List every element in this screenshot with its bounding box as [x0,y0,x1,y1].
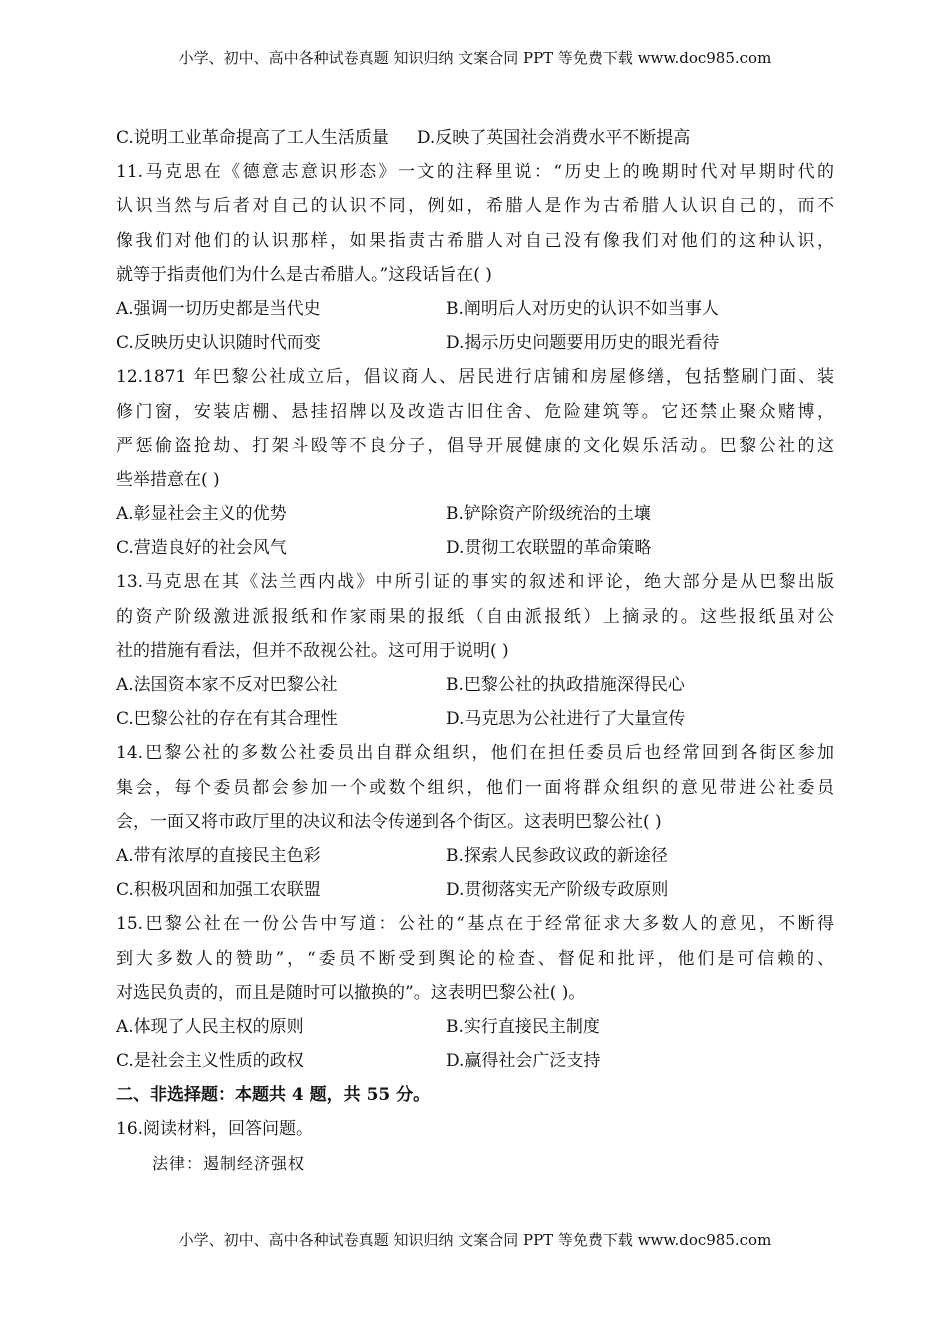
question-11 [116,155,834,360]
question-text-line: 社的措施有看法，但并不敌视公社。这可用于说明( ) [116,640,509,661]
material-subtitle: 法律：遏制经济强权 [152,1153,306,1173]
page-header: 小学、初中、高中各种试卷真题 知识归纳 文案合同 PPT 等免费下载 www.doc985.com [178,49,772,67]
question-text-line: 12.1871 年巴黎公社成立后，倡议商人、居民进行店铺和房屋修缮，包括整刷门面、装 [116,367,834,388]
question-text-line: 14.巴黎公社的多数公社委员出自群众组织，他们在担任委员后也经常回到各街区参加 [116,743,834,764]
question-text-line: 修门窗，安装店棚、悬挂招牌以及改造古旧住舍、危险建筑等。它还禁止聚众赌博， [116,401,834,422]
section-heading: 二、非选择题：本题共 4 题，共 55 分。 [116,1085,431,1106]
options-row [116,531,834,565]
question-12 [116,360,834,565]
option-c: C.是社会主义性质的政权 [116,1051,304,1072]
option-a: A.法国资本家不反对巴黎公社 [116,675,338,695]
option-b: B.阐明后人对历史的认识不如当事人 [446,298,719,319]
option-d: D.贯彻落实无产阶级专政原则 [446,880,669,901]
question-14 [116,736,834,907]
question-text-line: 到大多数人的赞助”，“委员不断受到舆论的检查、督促和批评，他们是可信赖的、 [116,948,834,969]
option-d: D.马克思为公社进行了大量宣传 [446,709,686,730]
options-row [116,873,834,907]
question-text-line: 严惩偷盗抢劫、打架斗殴等不良分子，倡导开展健康的文化娱乐活动。巴黎公社的这 [116,435,834,456]
question-text-line: 会，一面又将市政厅里的决议和法令传递到各个街区。这表明巴黎公社( ) [116,811,662,832]
question-text-line: 集会，每个委员都会参加一个或数个组织，他们一面将群众组织的意见带进公社委员 [116,777,834,798]
question-10-options [116,121,834,155]
option-d: D.贯彻工农联盟的革命策略 [446,538,652,559]
options-row [116,702,834,736]
option-c: C.巴黎公社的存在有其合理性 [116,709,338,730]
question-text-line: 对选民负责的，而且是随时可以撤换的”。这表明巴黎公社( )。 [116,982,586,1003]
option-b: B.铲除资产阶级统治的土壤 [446,504,651,525]
question-text-line: 15.巴黎公社在一份公告中写道：公社的“基点在于经常征求大多数人的意见，不断得 [116,914,834,935]
option-c: C.说明工业革命提高了工人生活质量 [116,128,389,148]
question-text-line: 11.马克思在《德意志意识形态》一文的注释里说：“历史上的晚期时代对早期时代的 [116,162,834,183]
option-d: D.赢得社会广泛支持 [446,1051,601,1072]
document-body [116,121,834,1181]
question-text-line: 的资产阶级激进派报纸和作家雨果的报纸（自由派报纸）上摘录的。这些报纸虽对公 [116,606,834,627]
option-c: C.反映历史认识随时代而变 [116,333,321,354]
page-footer: 小学、初中、高中各种试卷真题 知识归纳 文案合同 PPT 等免费下载 www.doc985.com [178,1231,772,1249]
question-text-line: 像我们对他们的认识那样，如果指责古希腊人对自己没有像我们对他们的这种认识， [116,230,834,251]
question-text-line: 就等于指责他们为什么是古希腊人。”这段话旨在( ) [116,264,492,285]
option-a: A.强调一切历史都是当代史 [116,298,321,319]
question-text-line: 13.马克思在其《法兰西内战》中所引证的事实的叙述和评论，绝大部分是从巴黎出版 [116,572,834,593]
options-row [116,668,834,702]
option-b: B.探索人民参政议政的新途径 [446,845,668,866]
options-row [116,1010,834,1044]
option-a: A.带有浓厚的直接民主色彩 [116,845,321,866]
options-row [116,497,834,531]
option-c: C.积极巩固和加强工农联盟 [116,880,321,901]
option-a: A.体现了人民主权的原则 [116,1016,304,1037]
option-a: A.彰显社会主义的优势 [116,504,287,525]
option-d: D.揭示历史问题要用历史的眼光看待 [446,333,720,354]
question-16-stem: 16.阅读材料，回答问题。 [116,1119,314,1140]
option-b: B.实行直接民主制度 [446,1016,600,1037]
options-row [116,292,834,326]
question-text-line: 认识当然与后者对自己的认识不同，例如，希腊人是作为古希腊人认识自己的，而不 [116,196,834,217]
options-row [116,1044,834,1078]
options-row [116,839,834,873]
question-text-line: 些举措意在( ) [116,469,220,490]
question-15 [116,907,834,1078]
question-13 [116,565,834,736]
option-d: D.反映了英国社会消费水平不断提高 [416,128,691,148]
options-row [116,326,834,360]
option-c: C.营造良好的社会风气 [116,538,287,559]
option-b: B.巴黎公社的执政措施深得民心 [446,675,685,695]
